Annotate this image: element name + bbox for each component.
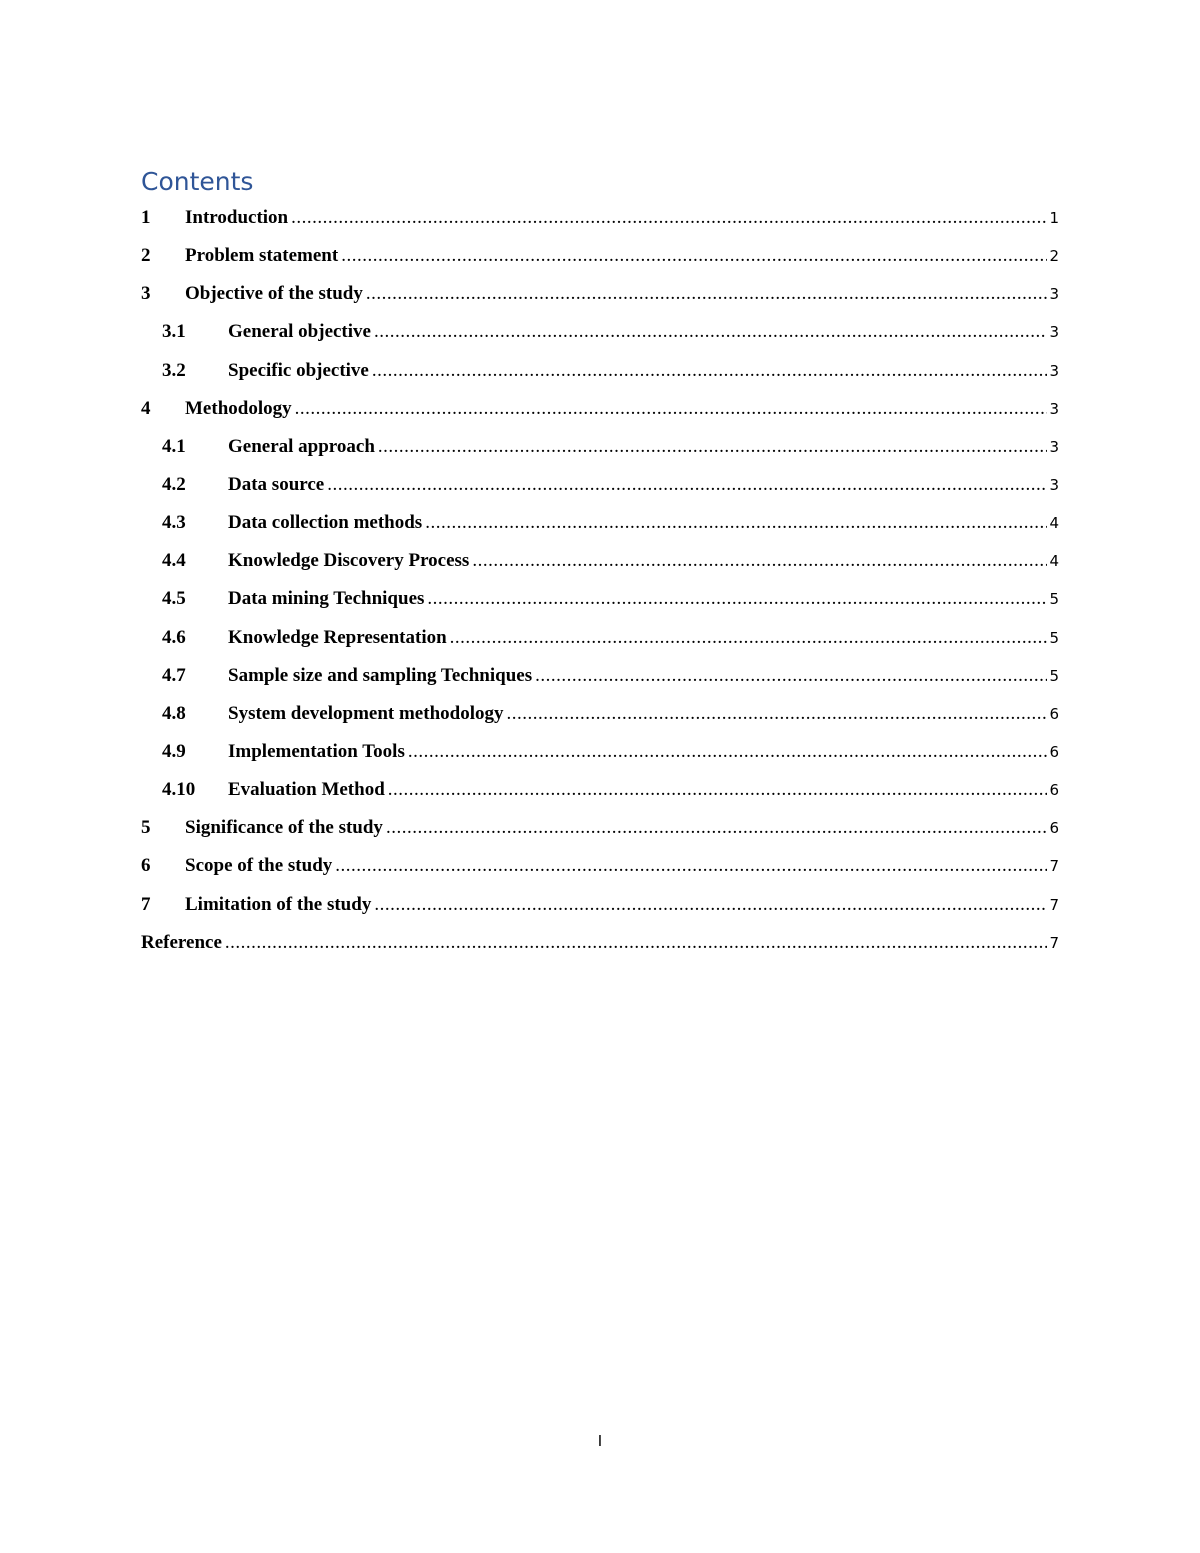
toc-entry-title: Reference xyxy=(141,931,222,953)
toc-entry-knowledge-representation[interactable] xyxy=(141,627,1059,665)
toc-entry-number: 7 xyxy=(141,893,151,915)
toc-dot-leader xyxy=(506,703,1047,725)
toc-entry-number: 3.1 xyxy=(162,321,186,343)
toc-entry-number: 5 xyxy=(141,817,151,839)
toc-entry-number: 6 xyxy=(141,855,151,877)
toc-entry-title: Methodology xyxy=(185,397,292,419)
toc-entry-title: Evaluation Method xyxy=(228,779,385,801)
toc-entry-title: Introduction xyxy=(185,207,289,228)
toc-dot-leader xyxy=(335,855,1047,877)
toc-dot-leader xyxy=(388,779,1048,801)
toc-entry-title: Scope of the study xyxy=(185,855,333,877)
toc-entry-number: 4.2 xyxy=(162,473,186,495)
toc-entry-knowledge-discovery-process[interactable] xyxy=(141,550,1059,588)
toc-entry-page: 3 xyxy=(1049,437,1059,456)
toc-entry-reference[interactable] xyxy=(141,932,1059,970)
toc-entry-number: 4 xyxy=(141,397,151,419)
toc-entry-number: 4.3 xyxy=(162,512,186,534)
toc-dot-leader xyxy=(225,932,1048,954)
toc-dot-leader xyxy=(341,245,1047,267)
toc-entry-page: 7 xyxy=(1049,895,1059,914)
toc-entry-data-collection-methods[interactable] xyxy=(141,512,1059,550)
toc-entry-title: Implementation Tools xyxy=(228,740,405,762)
toc-dot-leader xyxy=(295,398,1048,420)
toc-dot-leader xyxy=(408,741,1048,763)
toc-dot-leader xyxy=(327,474,1047,496)
toc-entry-page: 6 xyxy=(1049,704,1059,723)
toc-entry-number: 4.5 xyxy=(162,588,186,610)
toc-entry-number: 4.8 xyxy=(162,702,186,724)
toc-entry-limitation-of-the-study[interactable] xyxy=(141,894,1059,932)
toc-entry-implementation-tools[interactable] xyxy=(141,741,1059,779)
toc-entry-number: 4.1 xyxy=(162,435,186,457)
toc-entry-page: 3 xyxy=(1049,323,1059,342)
toc-entry-number: 3.2 xyxy=(162,359,186,381)
toc-entry-page: 4 xyxy=(1049,514,1059,533)
toc-dot-leader xyxy=(378,436,1048,458)
toc-entry-title: Knowledge Discovery Process xyxy=(228,550,470,572)
toc-entry-title: Data collection methods xyxy=(228,512,423,534)
toc-dot-leader xyxy=(427,588,1047,610)
toc-entry-sample-size-and-sampling-techniques[interactable] xyxy=(141,665,1059,703)
toc-entry-page: 3 xyxy=(1049,399,1059,418)
toc-dot-leader xyxy=(450,627,1048,649)
toc-entry-number: 4.6 xyxy=(162,626,186,648)
toc-entry-page: 3 xyxy=(1049,285,1059,304)
toc-dot-leader xyxy=(425,512,1047,534)
toc-entry-page: 6 xyxy=(1049,781,1059,800)
toc-entry-title: Data mining Techniques xyxy=(228,588,425,610)
toc-entry-problem-statement[interactable] xyxy=(141,245,1059,283)
toc-entry-number: 4.4 xyxy=(162,550,186,572)
toc-list xyxy=(141,207,1059,970)
toc-heading: Contents xyxy=(141,167,254,196)
toc-entry-page: 5 xyxy=(1049,666,1059,685)
toc-entry-objective-of-the-study[interactable] xyxy=(141,283,1059,321)
toc-entry-introduction[interactable] xyxy=(141,207,1059,245)
toc-entry-page: 6 xyxy=(1049,819,1059,838)
toc-entry-number: 4.10 xyxy=(162,779,196,801)
toc-entry-number: 1 xyxy=(141,207,151,228)
toc-entry-specific-objective[interactable] xyxy=(141,360,1059,398)
toc-entry-title: Significance of the study xyxy=(185,817,383,839)
toc-dot-leader xyxy=(291,207,1047,229)
toc-dot-leader xyxy=(366,283,1048,305)
toc-entry-page: 4 xyxy=(1049,552,1059,571)
toc-entry-page: 5 xyxy=(1049,628,1059,647)
toc-entry-scope-of-the-study[interactable] xyxy=(141,855,1059,893)
toc-entry-page: 5 xyxy=(1049,590,1059,609)
toc-dot-leader xyxy=(535,665,1047,687)
toc-entry-page: 3 xyxy=(1049,475,1059,494)
footer-page-number: I xyxy=(597,1432,603,1450)
toc-entry-number: 3 xyxy=(141,283,151,305)
toc-entry-title: Objective of the study xyxy=(185,283,363,305)
toc-entry-page: 7 xyxy=(1049,933,1059,952)
toc-entry-significance-of-the-study[interactable] xyxy=(141,817,1059,855)
toc-entry-page: 1 xyxy=(1049,209,1059,227)
toc-dot-leader xyxy=(472,550,1047,572)
toc-entry-title: Limitation of the study xyxy=(185,893,372,915)
toc-entry-page: 3 xyxy=(1049,361,1059,380)
toc-entry-title: Specific objective xyxy=(228,359,369,381)
toc-entry-number: 2 xyxy=(141,245,151,267)
toc-entry-page: 6 xyxy=(1049,742,1059,761)
toc-entry-page: 2 xyxy=(1049,247,1059,266)
toc-entry-evaluation-method[interactable] xyxy=(141,779,1059,817)
toc-entry-title: General objective xyxy=(228,321,371,343)
toc-entry-general-objective[interactable] xyxy=(141,321,1059,359)
toc-dot-leader xyxy=(386,817,1048,839)
toc-dot-leader xyxy=(374,894,1047,916)
toc-entry-page: 7 xyxy=(1049,857,1059,876)
toc-entry-title: System development methodology xyxy=(228,702,504,724)
toc-entry-title: Knowledge Representation xyxy=(228,626,447,648)
toc-entry-number: 4.9 xyxy=(162,740,186,762)
toc-dot-leader xyxy=(374,321,1047,343)
toc-entry-general-approach[interactable] xyxy=(141,436,1059,474)
toc-entry-title: General approach xyxy=(228,435,375,457)
toc-dot-leader xyxy=(372,360,1048,382)
toc-entry-title: Data source xyxy=(228,473,325,495)
toc-entry-data-source[interactable] xyxy=(141,474,1059,512)
toc-entry-system-development-methodology[interactable] xyxy=(141,703,1059,741)
toc-entry-title: Sample size and sampling Techniques xyxy=(228,664,533,686)
toc-entry-data-mining-techniques[interactable] xyxy=(141,588,1059,626)
toc-entry-title: Problem statement xyxy=(185,245,339,267)
toc-entry-methodology[interactable] xyxy=(141,398,1059,436)
toc-entry-number: 4.7 xyxy=(162,664,186,686)
